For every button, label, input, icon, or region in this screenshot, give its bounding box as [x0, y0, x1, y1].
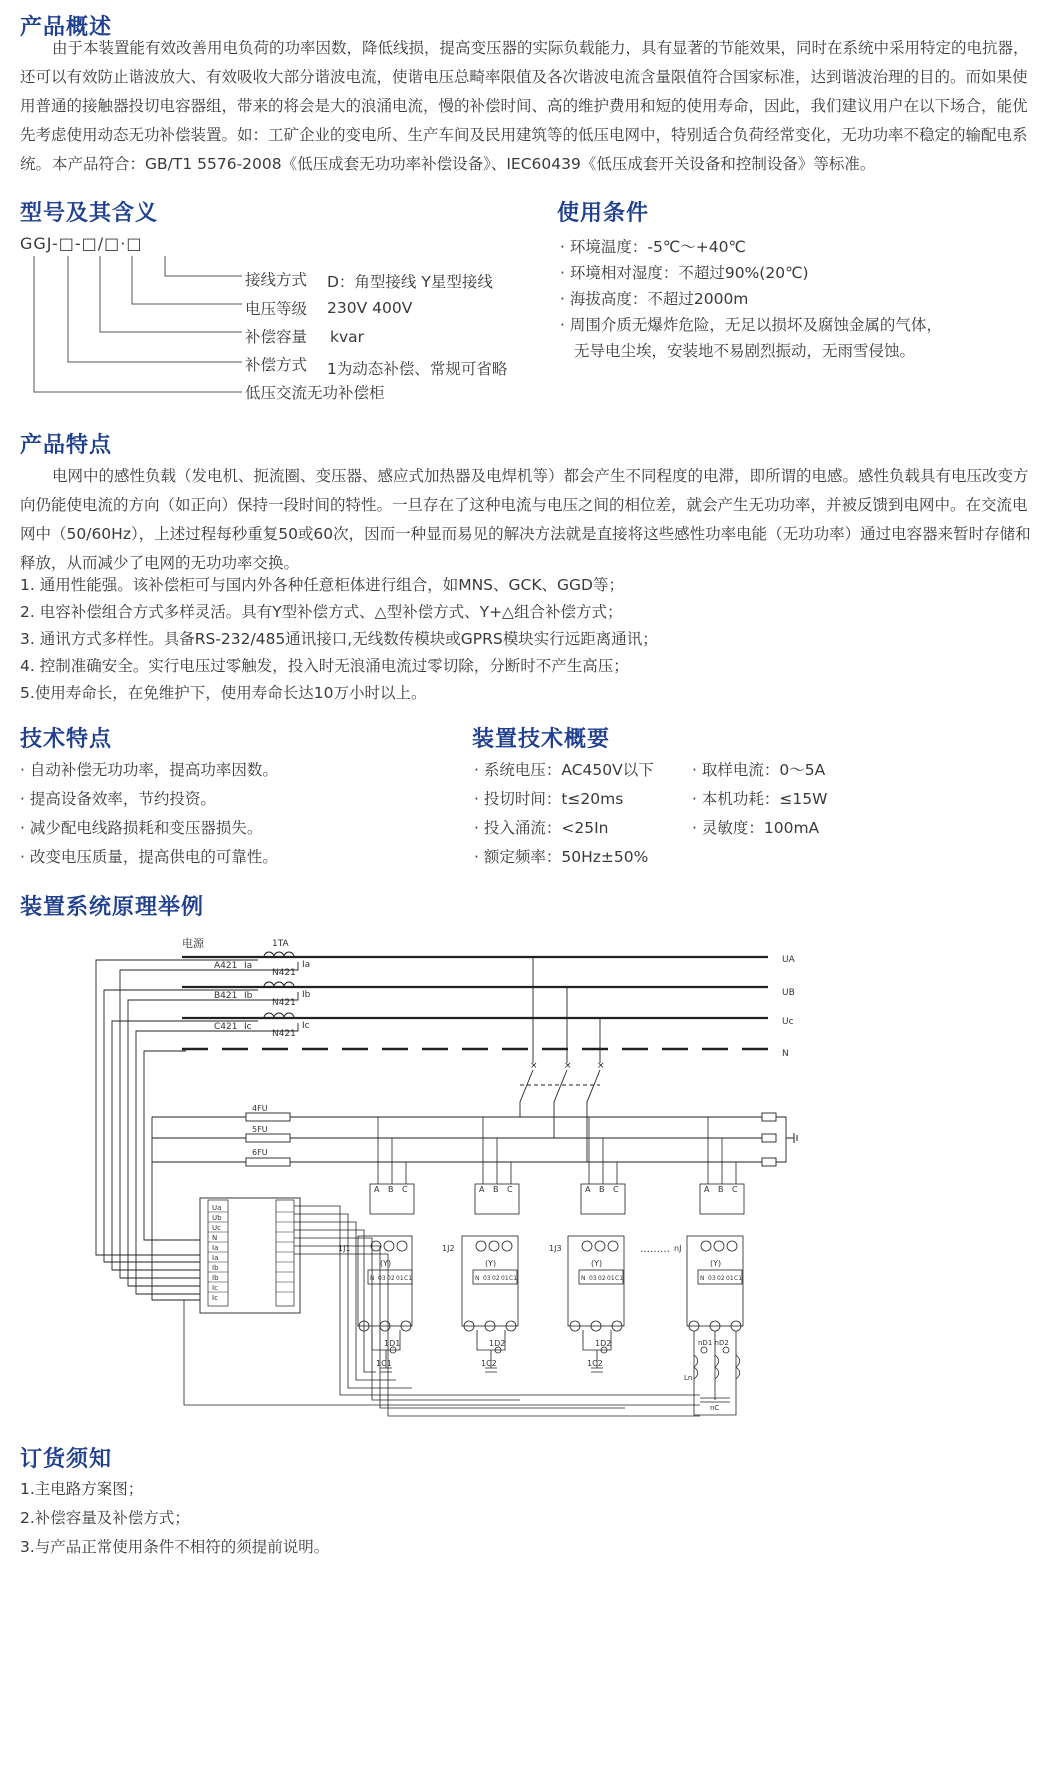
model-row-capacity-value: kvar: [330, 328, 365, 346]
svg-text:Ic: Ic: [302, 1021, 310, 1031]
svg-text:N: N: [581, 1275, 586, 1282]
svg-text:Ia: Ia: [212, 1254, 219, 1262]
svg-text:1C2: 1C2: [587, 1359, 603, 1368]
svg-text:A: A: [704, 1185, 710, 1194]
tech-title: 技术特点: [20, 727, 113, 752]
svg-text:Ia: Ia: [302, 960, 311, 970]
svg-text:C1: C1: [615, 1275, 624, 1282]
svg-text:(Y): (Y): [710, 1259, 722, 1268]
svg-text:Ib: Ib: [302, 990, 311, 1000]
spec-item: · 本机功耗：≤15W: [692, 784, 827, 814]
order-item: 3.与产品正常使用条件不相符的须提前说明。: [20, 1538, 330, 1556]
standards-paragraph: 本产品符合：GB/T1 5576-2008《低压成套无功功率补偿设备》、IEC60439《低压成套开关设备和控制设备》等标准。: [52, 155, 876, 173]
spec-item: · 额定频率：50Hz±50%: [474, 842, 648, 872]
ta-label: 1TA: [272, 939, 289, 949]
svg-text:1J3: 1J3: [549, 1244, 562, 1253]
svg-text:02: 02: [492, 1275, 500, 1282]
order-item: 1.主电路方案图；: [20, 1480, 144, 1498]
svg-text:C: C: [732, 1185, 738, 1194]
svg-text:N421: N421: [272, 968, 296, 978]
model-row-mode-value: 1为动态补偿、常规可省略: [327, 360, 508, 378]
svg-text:C1: C1: [509, 1275, 518, 1282]
svg-text:Uc: Uc: [212, 1224, 221, 1232]
svg-text:C: C: [507, 1185, 513, 1194]
order-item: 2.补偿容量及补偿方式；: [20, 1509, 190, 1527]
svg-text:(Y): (Y): [380, 1259, 392, 1268]
svg-text:Ia: Ia: [212, 1244, 219, 1252]
svg-text:N: N: [212, 1234, 218, 1242]
model-row-mode-label: 补偿方式: [245, 356, 308, 374]
model-row-voltage-label: 电压等级: [245, 300, 308, 318]
bus-ub-label: UB: [782, 988, 795, 998]
feature-item: 5.使用寿命长，在免维护下，使用寿命长达10万小时以上。: [20, 684, 427, 702]
svg-text:1J1: 1J1: [338, 1244, 351, 1253]
svg-text:B: B: [599, 1185, 605, 1194]
tech-item: · 减少配电线路损耗和变压器损失。: [20, 813, 262, 843]
svg-text:01: 01: [396, 1275, 404, 1282]
svg-text:1D2: 1D2: [595, 1339, 612, 1348]
model-row-wiring-value: D：角型接线 Y星型接线: [327, 273, 493, 291]
specs-title: 装置技术概要: [472, 727, 611, 752]
phase-a-label: A421: [214, 961, 238, 971]
phase-c-label: C421: [214, 1022, 238, 1032]
svg-text:A: A: [479, 1185, 485, 1194]
power-label: 电源: [182, 937, 204, 950]
capacitor-unit-1: [338, 1117, 414, 1372]
svg-text:03: 03: [483, 1275, 491, 1282]
overview-paragraph: 由于本装置能有效改善用电负荷的功率因数，降低线损，提高变压器的实际负载能力，具有显著的节能效果，同时在系统中采用特定的电抗器，还可以有效防止谐波放大、有效吸收大部分谐波电流，使谐电压总畸率限值及各次谐波电流含量限值符合国家标准，达到谐波治理的目的。而如果使用普通的接触器投切电容器组，带来的将会是大的浪涌电流，慢的补偿时间、高的维护费用和短的使用寿命，因此，我们建议用户在以下场合，能优先考虑使用动态无功补偿装置。如：工矿企业的变电所、生产车间及民用建筑等的低压电网中，特别适合负荷经常变化，无功功率不稳定的输配电系统。: [20, 39, 1029, 173]
condition-item: · 环境温度：-5℃～+40℃: [560, 232, 746, 262]
svg-text:(Y): (Y): [485, 1259, 497, 1268]
svg-text:×: ×: [564, 1061, 572, 1071]
svg-text:A: A: [585, 1185, 591, 1194]
svg-text:Ib: Ib: [212, 1264, 219, 1272]
spec-item: · 投入涌流：<25In: [474, 813, 608, 843]
svg-text:Ia: Ia: [244, 961, 253, 971]
tech-item: · 改变电压质量，提高供电的可靠性。: [20, 842, 278, 872]
svg-text:Ib: Ib: [244, 991, 253, 1001]
spec-item: · 系统电压：AC450V以下: [474, 755, 654, 785]
bus-n-label: N: [782, 1049, 789, 1059]
svg-text:03: 03: [708, 1275, 716, 1282]
feature-item: 1. 通用性能强。该补偿柜可与国内外各种任意柜体进行组合，如MNS、GCK、GGD等；: [20, 576, 624, 594]
svg-text:nD1 nD2: nD1 nD2: [698, 1339, 729, 1347]
svg-text:Ib: Ib: [212, 1274, 219, 1282]
svg-text:02: 02: [387, 1275, 395, 1282]
condition-item: · 周围介质无爆炸危险，无足以损坏及腐蚀金属的气体，: [560, 310, 942, 340]
model-row-wiring-label: 接线方式: [245, 271, 308, 289]
feature-item: 2. 电容补偿组合方式多样灵活。具有Y型补偿方式、△型补偿方式、Y+△组合补偿方式；: [20, 603, 623, 621]
svg-text:01: 01: [501, 1275, 509, 1282]
svg-text:02: 02: [717, 1275, 725, 1282]
svg-text:×: ×: [597, 1061, 605, 1071]
model-row-cabinet-label: 低压交流无功补偿柜: [245, 384, 385, 402]
fuse-6fu-label: 6FU: [252, 1148, 268, 1157]
svg-text:Ub: Ub: [212, 1214, 222, 1222]
svg-text:N421: N421: [272, 998, 296, 1008]
feature-item: 3. 通讯方式多样性。具备RS-232/485通讯接口,无线数传模块或GPRS模块实行远距离通讯；: [20, 630, 658, 648]
model-row-capacity-label: 补偿容量: [245, 328, 308, 346]
svg-text:1J2: 1J2: [442, 1244, 455, 1253]
features-paragraph: 电网中的感性负载（发电机、扼流圈、变压器、感应式加热器及电焊机等）都会产生不同程度的电滞，即所谓的电感。感性负载具有电压改变方向仍能使电流的方向（如正向）保持一段时间的特性。一旦存在了这种电流与电压之间的相位差，就会产生无功功率，并被反馈到电网中。在交流电网中（50/60Hz），上述过程每秒重复50或60次，因而一种显而易见的解决方法就是直接将这些感性功率电能（无功功率）通过电容器来暂时存储和释放，从而减少了电网的无功功率交换。: [20, 467, 1031, 572]
model-code: GGJ-□-□/□·□: [20, 234, 143, 253]
features-title: 产品特点: [20, 433, 113, 458]
phase-b-label: B421: [214, 991, 238, 1001]
fuse-4fu-label: 4FU: [252, 1104, 268, 1113]
svg-text:01: 01: [726, 1275, 734, 1282]
conditions-title: 使用条件: [557, 201, 650, 226]
svg-text:03: 03: [378, 1275, 386, 1282]
svg-text:B: B: [718, 1185, 724, 1194]
units-ellipsis: ………: [640, 1244, 670, 1255]
svg-text:A: A: [374, 1185, 380, 1194]
svg-text:B: B: [388, 1185, 394, 1194]
bus-uc-label: Uc: [782, 1017, 794, 1027]
svg-text:02: 02: [598, 1275, 606, 1282]
order-title: 订货须知: [20, 1447, 113, 1472]
svg-text:01: 01: [607, 1275, 615, 1282]
spec-item: · 灵敏度：100mA: [692, 813, 819, 843]
svg-text:03: 03: [589, 1275, 597, 1282]
svg-text:nJ: nJ: [674, 1244, 682, 1253]
svg-text:C: C: [613, 1185, 619, 1194]
svg-text:Ua: Ua: [212, 1204, 222, 1212]
svg-text:N: N: [370, 1275, 375, 1282]
svg-text:nC: nC: [710, 1404, 720, 1412]
diagram-title: 装置系统原理举例: [20, 895, 205, 920]
spec-item: · 取样电流：0～5A: [692, 755, 825, 785]
feature-item: 4. 控制准确安全。实行电压过零触发，投入时无浪涌电流过零切除，分断时不产生高压；: [20, 657, 629, 675]
svg-text:C: C: [402, 1185, 408, 1194]
spec-item: · 投切时间：t≤20ms: [474, 784, 623, 814]
svg-text:N421: N421: [272, 1029, 296, 1039]
capacitor-unit-2: [442, 1117, 519, 1372]
fuse-5fu-label: 5FU: [252, 1125, 268, 1134]
condition-item: · 海拔高度：不超过2000m: [560, 284, 748, 314]
tech-item: · 自动补偿无功功率，提高功率因数。: [20, 755, 278, 785]
svg-text:B: B: [493, 1185, 499, 1194]
bus-ua-label: UA: [782, 955, 795, 965]
svg-text:Ic: Ic: [244, 1022, 252, 1032]
svg-text:1C1: 1C1: [376, 1359, 392, 1368]
svg-text:C1: C1: [734, 1275, 743, 1282]
svg-text:×: ×: [530, 1061, 538, 1071]
svg-text:Ic: Ic: [212, 1284, 218, 1292]
svg-text:1D2: 1D2: [489, 1339, 506, 1348]
model-title: 型号及其含义: [20, 201, 159, 226]
svg-text:1C2: 1C2: [481, 1359, 497, 1368]
svg-text:C1: C1: [404, 1275, 413, 1282]
condition-item: · 环境相对湿度：不超过90%(20℃): [560, 258, 809, 288]
svg-text:1D1: 1D1: [384, 1339, 401, 1348]
tech-item: · 提高设备效率，节约投资。: [20, 784, 216, 814]
condition-item: 无导电尘埃，安装地不易剧烈振动，无雨雪侵蚀。: [574, 342, 916, 360]
svg-text:Ln: Ln: [684, 1374, 693, 1382]
svg-text:N: N: [475, 1275, 480, 1282]
model-row-voltage-value: 230V 400V: [327, 299, 413, 317]
svg-text:(Y): (Y): [591, 1259, 603, 1268]
svg-text:Ic: Ic: [212, 1294, 218, 1302]
svg-text:N: N: [700, 1275, 705, 1282]
overview-title: 产品概述: [20, 15, 113, 40]
